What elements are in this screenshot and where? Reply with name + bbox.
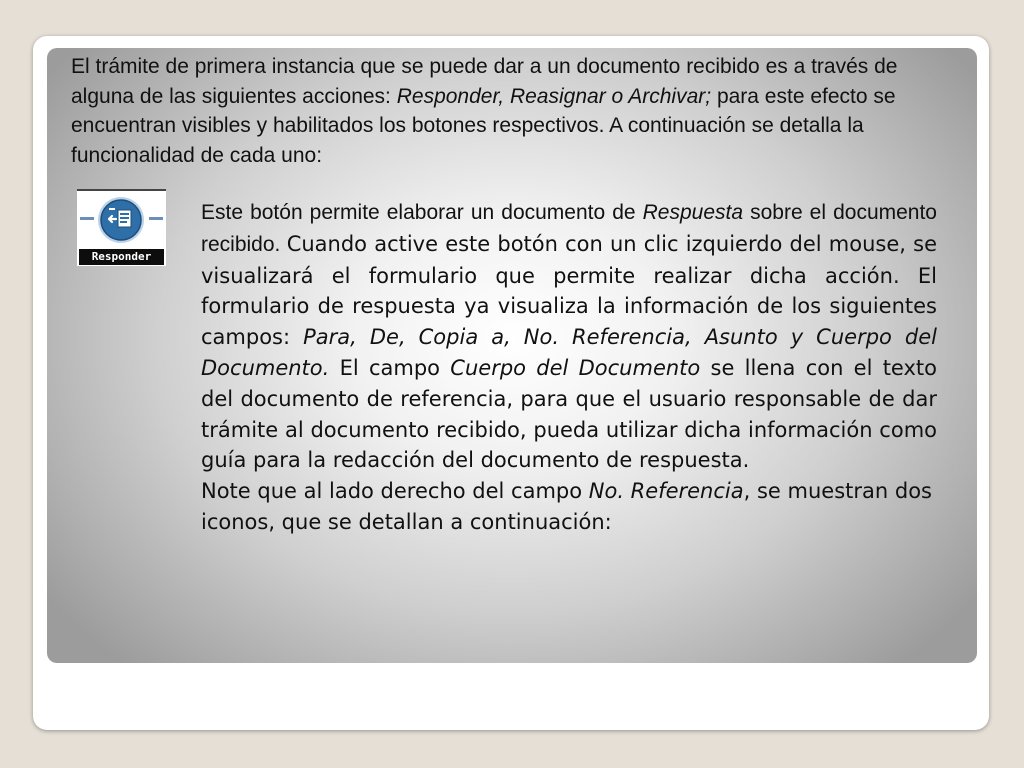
intro-paragraph [71,52,951,170]
description-paragraph [201,197,937,476]
intro-text-end: para este efecto se encuentran visibles y habilitados los botones respectivos. A continuación se detalla la funcionalidad de cada uno: [71,84,896,167]
note-text-end: , se muestran dos iconos, que se detallan a continuación: [201,479,932,534]
description-text-2: El campo [329,355,451,380]
description-text: Cuando active este botón con un clic izquierdo del mouse, se visualizará el formulario que permite realizar dicha acción. El formulario de respuesta ya visualiza la información de los siguientes campos: [201,231,937,350]
description-lead-italic: Respuesta [642,201,744,224]
description-block [201,197,937,538]
divider-line-left [80,217,94,220]
description-lead: Este botón permite elaborar un documento de [201,201,643,224]
note-field: No. Referencia [588,479,744,504]
intro-actions: Responder, Reasignar o Archivar; [396,84,712,108]
divider-line-right [149,217,163,220]
description-fields: Para, De, Copia a, No. Referencia, Asunto y Cuerpo del Documento. [201,325,937,380]
note-text: Note que al lado derecho del campo [201,479,589,504]
description-field: Cuerpo del Documento [450,355,701,380]
description-text-3: se llena con el texto del documento de referencia, para que el usuario responsable de dar trámite al documento recibido, pueda utilizar dicha información como guía para la redacción del documento de respuesta. [201,355,937,473]
description-lead-end: sobre el documento recibido. [201,201,937,256]
note-paragraph [201,476,937,538]
responder-button-label: Responder [79,249,164,265]
responder-icon [94,195,148,245]
intro-text: El trámite de primera instancia que se puede dar a un documento recibido es a través de alguna de las siguientes acciones: [71,55,898,108]
responder-button[interactable] [77,189,166,266]
